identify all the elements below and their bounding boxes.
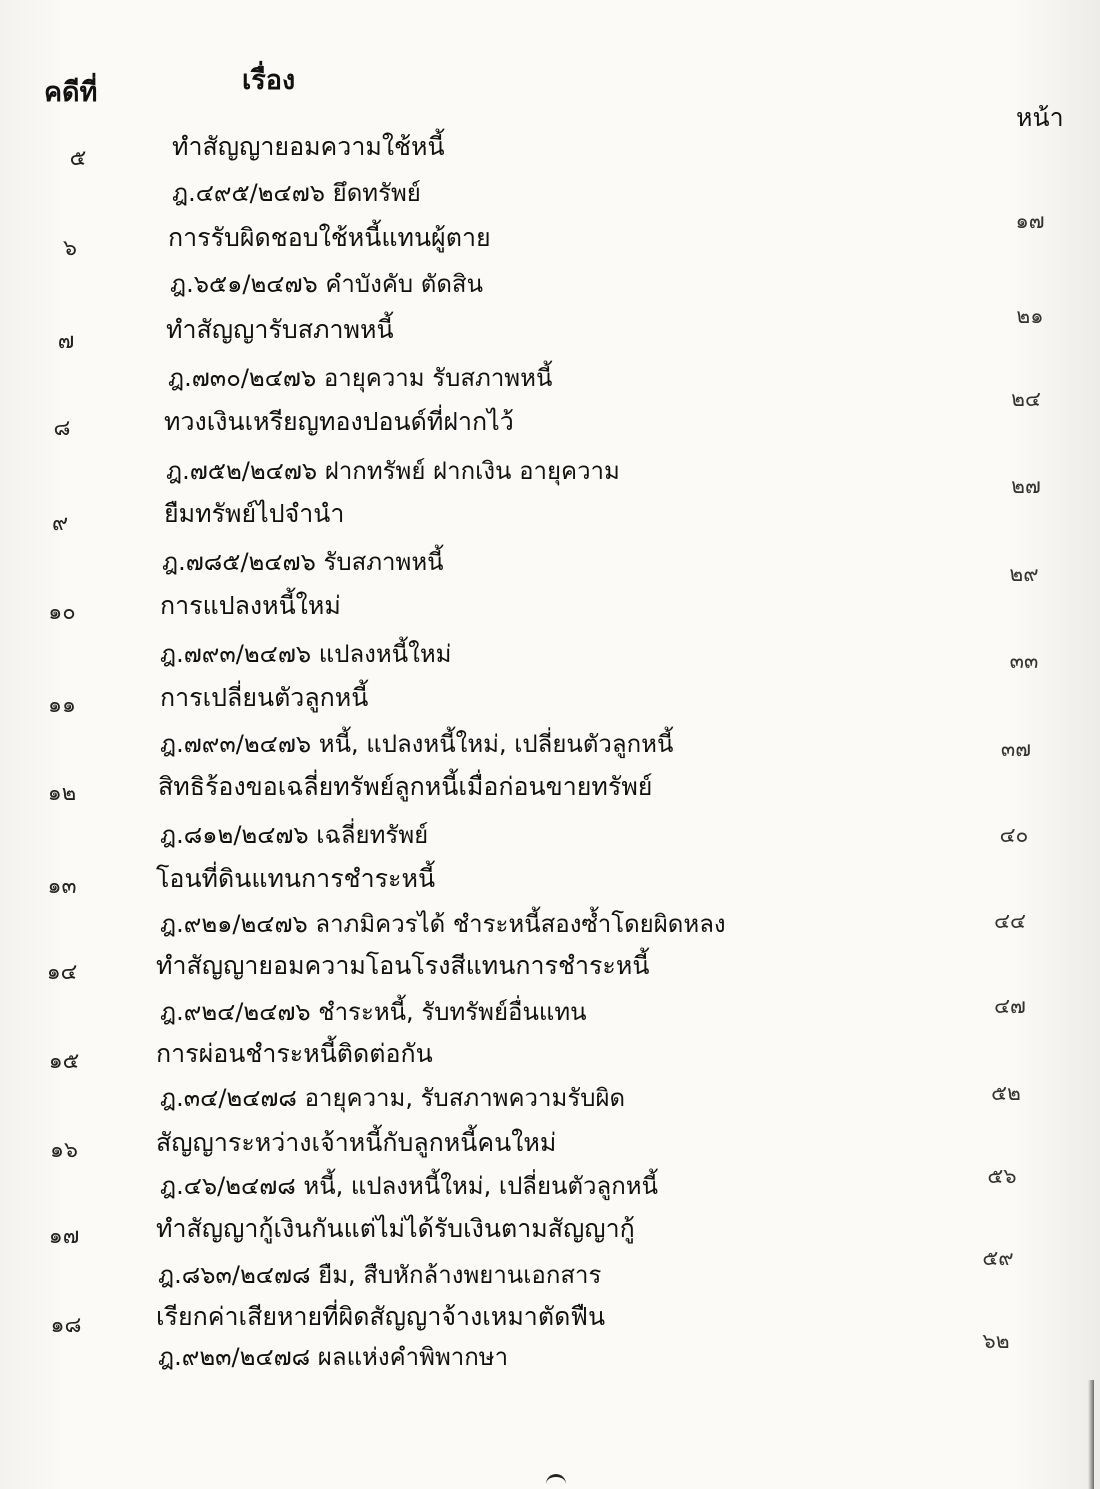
page-number-header: หน้า [1016,103,1064,132]
case-reference: ฎ.๙๒๑/๒๔๗๖ ลาภมิควรได้ ชำระหนี้สองซ้ำโดยผิดหลง [160,910,726,938]
case-number-header: คดีที่ [44,77,98,108]
case-number: ๑๕ [48,1049,80,1074]
case-reference: ฎ.๗๙๓/๒๔๗๖ แปลงหนี้ใหม่ [160,640,452,668]
case-reference: ฎ.๙๒๔/๒๔๗๖ ชำระหนี้, รับทรัพย์อื่นแทน [160,998,587,1026]
page-number: ๔๐ [999,823,1029,847]
case-title: ทำสัญญายอมความโอนโรงสีแทนการชำระหนี้ [156,951,650,980]
case-reference: ฎ.๗๓๐/๒๔๗๖ อายุความ รับสภาพหนี้ [168,364,553,392]
case-title: การผ่อนชำระหนี้ติดต่อกัน [156,1039,433,1068]
case-number: ๑๖ [50,1138,78,1163]
case-reference: ฎ.๗๙๓/๒๔๗๖ หนี้, แปลงหนี้ใหม่, เปลี่ยนตัวลูกหนี้ [160,730,674,758]
case-title: เรียกค่าเสียหายที่ผิดสัญญาจ้างเหมาตัดฟืน [156,1302,606,1331]
case-number: ๑๓ [47,874,77,899]
page-number: ๑๗ [1015,209,1045,233]
case-number: ๗ [57,329,75,354]
case-reference: ฎ.๗๕๒/๒๔๗๖ ฝากทรัพย์ ฝากเงิน อายุความ [166,457,620,485]
case-number: ๕ [69,146,87,171]
page-number: ๒๗ [1011,474,1041,498]
page-footer-mark [546,1474,566,1487]
case-reference: ฎ.๓๔/๒๔๗๘ อายุความ, รับสภาพความรับผิด [160,1084,626,1112]
case-number: ๑๔ [46,960,78,985]
case-title: ทำสัญญารับสภาพหนี้ [166,315,394,344]
subject-header: เรื่อง [242,65,296,96]
case-reference: ฎ.๗๘๕/๒๔๗๖ รับสภาพหนี้ [162,548,444,576]
page-number: ๓๗ [1000,737,1032,761]
page-number: ๒๔ [1011,387,1041,411]
page-number: ๓๓ [1009,649,1039,673]
case-number: ๑๗ [48,1224,80,1249]
case-title: ทำสัญญายอมความใช้หนี้ [172,132,445,161]
case-number: ๖ [63,236,77,261]
case-title: สัญญาระหว่างเจ้าหนี้กับลูกหนี้คนใหม่ [156,1128,557,1157]
case-title: การเปลี่ยนตัวลูกหนี้ [160,683,369,712]
case-reference: ฎ.๙๒๓/๒๔๗๘ ผลแห่งคำพิพากษา [158,1343,509,1371]
page-number: ๕๙ [982,1246,1014,1270]
page-number: ๕๒ [991,1081,1021,1105]
case-number: ๙ [51,511,69,536]
case-title: สิทธิร้องขอเฉลี่ยทรัพย์ลูกหนี้เมื่อก่อนขายทรัพย์ [158,772,653,801]
case-title: การแปลงหนี้ใหม่ [160,591,341,620]
page-number: ๔๔ [994,909,1026,933]
case-reference: ฎ.๔๖/๒๔๗๘ หนี้, แปลงหนี้ใหม่, เปลี่ยนตัวลูกหนี้ [160,1172,658,1200]
case-reference: ฎ.๔๙๕/๒๔๗๖ ยึดทรัพย์ [172,179,421,207]
page-number: ๕๖ [987,1164,1017,1188]
case-number: ๑๑ [48,693,76,718]
case-reference: ฎ.๘๑๒/๒๔๗๖ เฉลี่ยทรัพย์ [160,821,429,849]
page-edge-shadow [1088,1380,1094,1489]
page-number: ๔๗ [994,994,1026,1018]
case-title: โอนที่ดินแทนการชำระหนี้ [156,864,436,893]
case-title: ทำสัญญากู้เงินกันแต่ไม่ได้รับเงินตามสัญญากู้ [156,1214,635,1243]
case-title: ทวงเงินเหรียญทองปอนด์ที่ฝากไว้ [164,407,514,436]
case-reference: ฎ.๘๖๓/๒๔๗๘ ยืม, สืบหักล้างพยานเอกสาร [158,1261,602,1289]
case-number: ๑๒ [47,781,77,806]
case-number: ๑๐ [48,600,76,625]
case-title: ยืมทรัพย์ไปจำนำ [164,499,345,528]
case-reference: ฎ.๖๕๑/๒๔๗๖ คำบังคับ ตัดสิน [170,270,483,298]
page-number: ๒๙ [1009,562,1039,586]
page-number: ๒๑ [1016,304,1044,328]
case-number: ๑๘ [50,1313,82,1338]
page-number: ๖๒ [982,1329,1010,1353]
case-title: การรับผิดชอบใช้หนี้แทนผู้ตาย [168,223,491,252]
case-number: ๘ [53,416,71,441]
